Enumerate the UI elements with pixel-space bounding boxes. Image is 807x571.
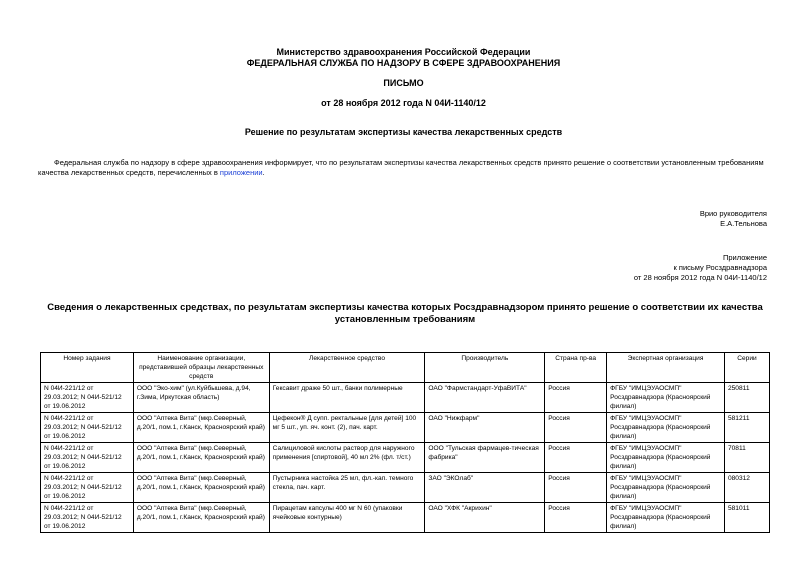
cell-country: Россия <box>545 413 607 443</box>
header-country: Страна пр-ва <box>545 353 607 383</box>
signature-position: Врио руководителя <box>699 209 767 218</box>
header-medicine: Лекарственное средство <box>269 353 425 383</box>
cell-manufacturer: ООО "Тульская фармацев-тическая фабрика" <box>425 443 545 473</box>
table-row <box>41 383 770 413</box>
cell-manufacturer: ОАО "Нижфарм" <box>425 413 545 443</box>
document-date: от 28 ноября 2012 года N 04И-1140/12 <box>321 98 486 108</box>
cell-expert-org: ФГБУ "ИМЦЭУАОСМП" Росздравнадзора (Красноярский филиал) <box>607 503 725 533</box>
cell-medicine: Пирацетам капсулы 400 мг N 60 (упаковки ячейковые контурные) <box>269 503 425 533</box>
ministry-name: Министерство здравоохранения Российской Федерации <box>276 47 531 57</box>
cell-manufacturer: ЗАО "ЭКОлаб" <box>425 473 545 503</box>
document-type: ПИСЬМО <box>383 78 424 88</box>
annex-line-1: Приложение <box>723 253 767 262</box>
cell-series: 080312 <box>724 473 769 503</box>
signature-block <box>700 209 767 229</box>
cell-organization: ООО "Аптека Вита" (мкр.Северный, д.20/1, пом.1, г.Канск, Красноярский край) <box>133 473 269 503</box>
medicines-table <box>40 352 770 533</box>
header-expert-org: Экспертная организация <box>607 353 725 383</box>
table-header-row <box>41 353 770 383</box>
cell-organization: ООО "Эко-хим" (ул.Куйбышева, д.94, г.Зима, Иркутская область) <box>133 383 269 413</box>
cell-country: Россия <box>545 443 607 473</box>
header-task-number: Номер задания <box>41 353 134 383</box>
annex-line-2: к письму Росздравнадзора <box>673 263 767 272</box>
cell-country: Россия <box>545 503 607 533</box>
cell-task-number: N 04И-221/12 от 29.03.2012; N 04И-521/12 от 19.06.2012 <box>41 443 134 473</box>
cell-task-number: N 04И-221/12 от 29.03.2012; N 04И-521/12 от 19.06.2012 <box>41 383 134 413</box>
body-text-end: . <box>262 168 265 177</box>
cell-organization: ООО "Аптека Вита" (мкр.Северный, д.20/1, пом.1, г.Канск, Красноярский край) <box>133 443 269 473</box>
body-text: Федеральная служба по надзору в сфере здравоохранения информирует, что по результатам экспертизы качества лекарственных средств принято решение о соответствии установленным требованиям качества лекарственных средств, перечисленных в <box>38 158 764 177</box>
annex-link[interactable]: приложении <box>219 168 263 177</box>
document-subject: Решение по результатам экспертизы качества лекарственных средств <box>244 127 563 137</box>
service-name: ФЕДЕРАЛЬНАЯ СЛУЖБА ПО НАДЗОРУ В СФЕРЕ ЗДРАВООХРАНЕНИЯ <box>246 58 561 68</box>
cell-series: 581211 <box>724 413 769 443</box>
cell-medicine: Цефекон® Д супп. ректальные [для детей] 100 мг 5 шт., уп. яч. конт. (2), пач. карт. <box>269 413 425 443</box>
cell-expert-org: ФГБУ "ИМЦЭУАОСМП" Росздравнадзора (Красноярский филиал) <box>607 413 725 443</box>
annex-line-3: от 28 ноября 2012 года N 04И-1140/12 <box>633 273 767 282</box>
cell-expert-org: ФГБУ "ИМЦЭУАОСМП" Росздравнадзора (Красноярский филиал) <box>607 473 725 503</box>
table-row <box>41 503 770 533</box>
cell-country: Россия <box>545 383 607 413</box>
table-row <box>41 443 770 473</box>
cell-medicine: Гексавит драже 50 шт., банки полимерные <box>269 383 425 413</box>
cell-manufacturer: ОАО "Фармстандарт-УфаВИТА" <box>425 383 545 413</box>
table-title: Сведения о лекарственных средствах, по результатам экспертизы качества которых Росздравнадзором принято решение о соответствии их качества установленным требованиям <box>47 302 763 325</box>
cell-organization: ООО "Аптека Вита" (мкр.Северный, д.20/1, пом.1, г.Канск, Красноярский край) <box>133 413 269 443</box>
cell-expert-org: ФГБУ "ИМЦЭУАОСМП" Росздравнадзора (Красноярский филиал) <box>607 443 725 473</box>
header-manufacturer: Производитель <box>425 353 545 383</box>
header-series: Серии <box>724 353 769 383</box>
cell-medicine: Пустырника настойка 25 мл, фл.-кап. темного стекла, пач. карт. <box>269 473 425 503</box>
cell-series: 581011 <box>724 503 769 533</box>
cell-organization: ООО "Аптека Вита" (мкр.Северный, д.20/1, пом.1, г.Канск, Красноярский край) <box>133 503 269 533</box>
header-organization: Наименование организации, представившей образцы лекарственных средств <box>133 353 269 383</box>
cell-expert-org: ФГБУ "ИМЦЭУАОСМП" Росздравнадзора (Красноярский филиал) <box>607 383 725 413</box>
cell-medicine: Салициловой кислоты раствор для наружного применения [спиртовой], 40 мл 2% (фл. т/ст.) <box>269 443 425 473</box>
cell-series: 70811 <box>724 443 769 473</box>
cell-task-number: N 04И-221/12 от 29.03.2012; N 04И-521/12 от 19.06.2012 <box>41 473 134 503</box>
table-row <box>41 413 770 443</box>
body-paragraph <box>38 158 768 178</box>
annex-header <box>634 253 767 283</box>
table-row <box>41 473 770 503</box>
cell-task-number: N 04И-221/12 от 29.03.2012; N 04И-521/12 от 19.06.2012 <box>41 413 134 443</box>
cell-manufacturer: ОАО "ХФК "Акрихин" <box>425 503 545 533</box>
cell-task-number: N 04И-221/12 от 29.03.2012; N 04И-521/12 от 19.06.2012 <box>41 503 134 533</box>
cell-series: 250811 <box>724 383 769 413</box>
signature-name: Е.А.Тельнова <box>720 219 767 228</box>
cell-country: Россия <box>545 473 607 503</box>
